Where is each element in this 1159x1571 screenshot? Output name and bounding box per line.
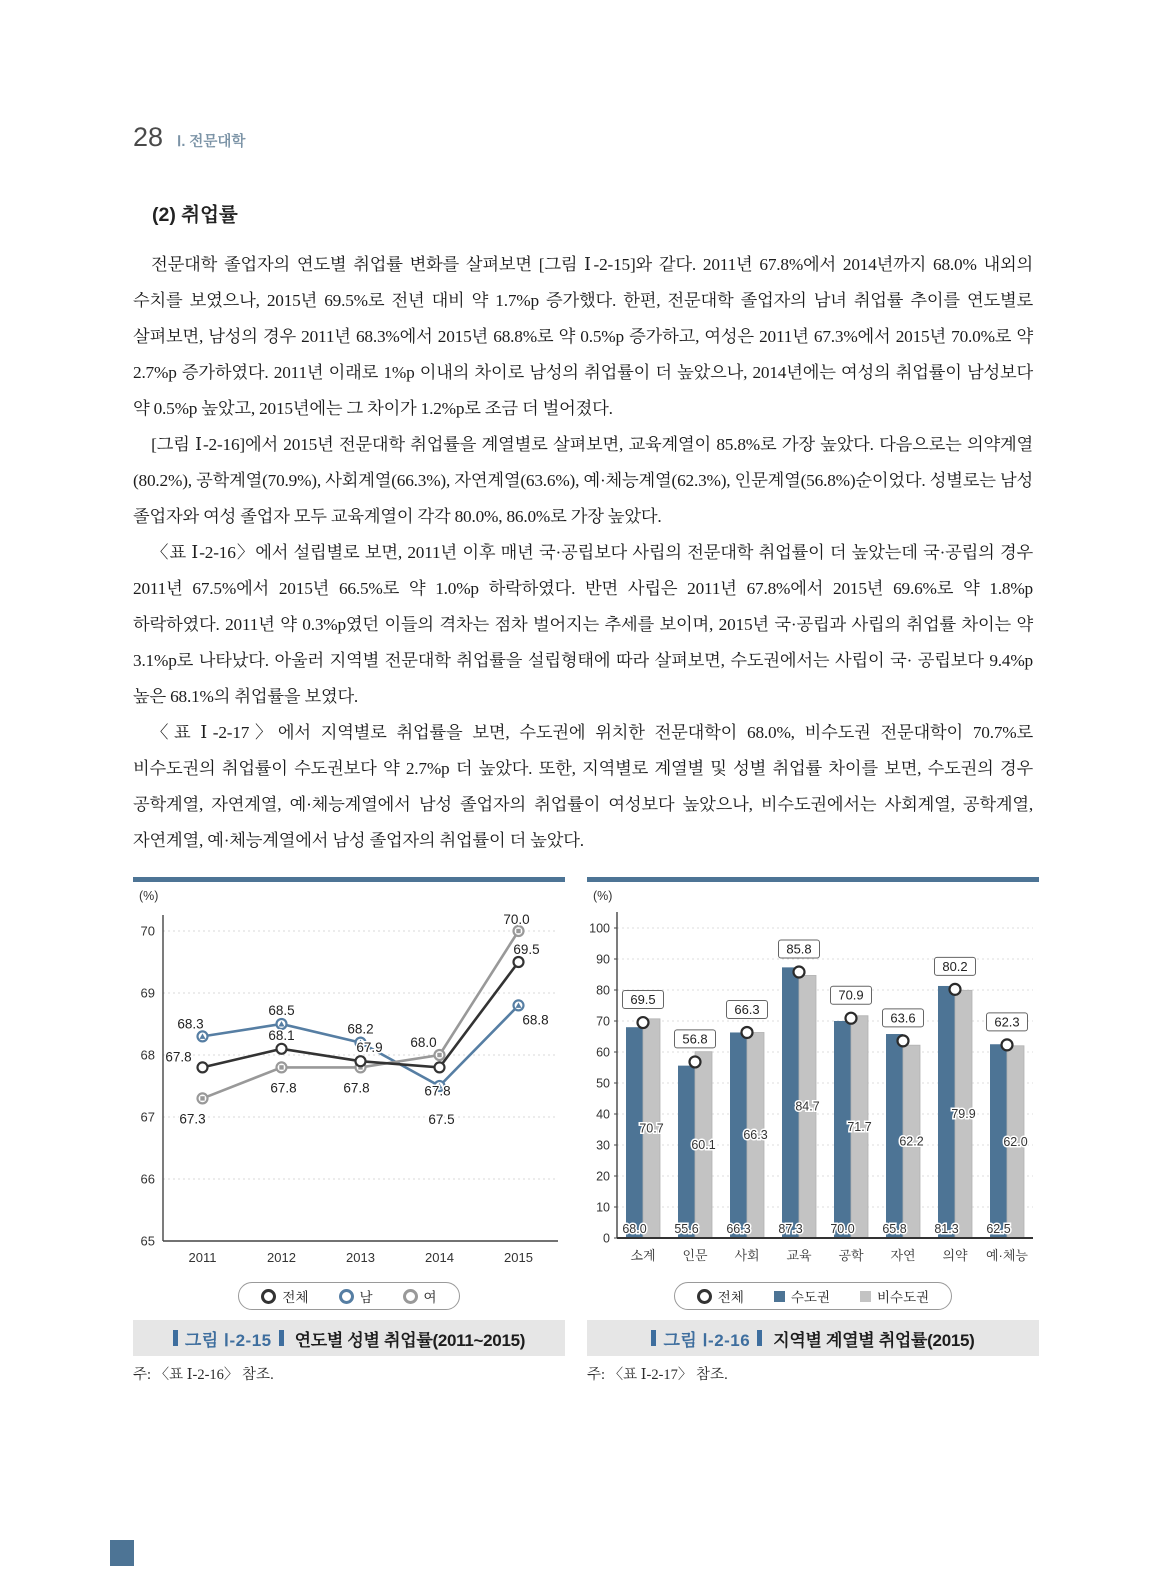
svg-text:87.3: 87.3: [778, 1222, 803, 1236]
svg-text:사회: 사회: [734, 1248, 760, 1263]
svg-text:68.2: 68.2: [347, 1021, 374, 1037]
svg-text:62.3: 62.3: [994, 1014, 1020, 1030]
section-title: (2) 취업률: [152, 204, 238, 226]
caption-bar-icon: [757, 1330, 762, 1346]
svg-text:20: 20: [596, 1169, 610, 1184]
svg-text:71.7: 71.7: [847, 1119, 872, 1134]
caption-title: 연도별 성별 취업률(2011~2015): [294, 1330, 526, 1350]
svg-text:70.0: 70.0: [503, 912, 530, 927]
legend-label: 남: [359, 1290, 373, 1305]
svg-text:70.9: 70.9: [838, 987, 864, 1003]
svg-text:68.3: 68.3: [177, 1016, 204, 1032]
legend-item: [860, 1286, 929, 1306]
svg-text:자연: 자연: [890, 1248, 916, 1263]
svg-text:63.6: 63.6: [890, 1010, 916, 1026]
svg-text:공학: 공학: [838, 1248, 864, 1263]
svg-text:60.1: 60.1: [691, 1137, 716, 1152]
caption-bar-icon: [173, 1330, 178, 1346]
svg-text:69: 69: [140, 985, 155, 1001]
legend-item: [697, 1286, 744, 1306]
legend-circle-icon: [261, 1289, 276, 1304]
svg-text:79.9: 79.9: [951, 1107, 976, 1122]
svg-text:67.8: 67.8: [165, 1049, 192, 1065]
svg-text:90: 90: [596, 952, 610, 967]
svg-text:68.5: 68.5: [268, 1003, 295, 1018]
legend-square-icon: [774, 1291, 785, 1302]
svg-text:68.8: 68.8: [522, 1012, 549, 1028]
svg-text:67.5: 67.5: [428, 1112, 455, 1127]
figure-note: 주: 〈표 Ⅰ-2-17〉 참조.: [587, 1367, 728, 1383]
svg-text:2011: 2011: [188, 1250, 217, 1265]
footer-decoration: [110, 1540, 134, 1566]
line-chart-svg: [133, 882, 565, 1280]
figure-caption: [133, 1320, 565, 1356]
svg-text:80: 80: [596, 983, 610, 998]
figure-bar-chart: [587, 877, 1039, 1384]
svg-text:67.3: 67.3: [179, 1111, 206, 1127]
svg-text:30: 30: [596, 1138, 610, 1153]
paragraph: 〈표 Ⅰ-2-16〉에서 설립별로 보면, 2011년 이후 매년 국·공립보다 사립의 전문대학 취업률이 더 높았는데 국·공립의 경우 2011년 67.5%에서 2015년 66.5%로 약 1.0%p 하락하였다. 반면 사립은 2011년 67.8%에서 2015년 69.6%로 약 1.8%p 하락하였다. 2011년 약 0.3%p였던 이들의 격차는 점차 벌어지는 추세를 보이며, 2015년 국·공립과 사립의 취업률 차이는 약 3.1%p로 나타났다. 아울러 지역별 전문대학 취업률을 설립형태에 따라 살펴보면, 수도권에서는 사립이 국· 공립보다 9.4%p 높은 68.1%의 취업률을 보였다.: [133, 543, 1033, 706]
legend-square-icon: [860, 1291, 871, 1302]
svg-text:100: 100: [589, 921, 610, 936]
svg-text:66.3: 66.3: [743, 1128, 768, 1143]
caption-bar-icon: [651, 1330, 656, 1346]
legend-circle-icon: [697, 1289, 712, 1304]
svg-text:66.3: 66.3: [734, 1001, 760, 1017]
legend-item: [261, 1286, 308, 1306]
legend-item: [339, 1286, 373, 1306]
svg-text:56.8: 56.8: [682, 1031, 708, 1047]
svg-text:소계: 소계: [630, 1248, 656, 1263]
svg-text:67.8: 67.8: [343, 1080, 370, 1096]
bar-chart-svg: [587, 882, 1039, 1280]
caption-label: 그림 Ⅰ-2-15: [184, 1330, 272, 1350]
svg-text:84.7: 84.7: [795, 1099, 820, 1114]
svg-text:68.0: 68.0: [622, 1222, 647, 1236]
svg-text:67: 67: [140, 1109, 155, 1125]
svg-text:62.2: 62.2: [899, 1134, 924, 1149]
bar-chart-legend: [587, 1282, 1039, 1310]
svg-text:65.8: 65.8: [882, 1222, 907, 1236]
svg-text:68.1: 68.1: [268, 1027, 295, 1043]
legend-circle-icon: [339, 1289, 354, 1304]
svg-text:80.2: 80.2: [942, 958, 968, 974]
svg-text:예·체능: 예·체능: [985, 1248, 1029, 1263]
svg-text:69.5: 69.5: [513, 942, 540, 957]
paragraph: 〈표 Ⅰ-2-17〉에서 지역별로 취업률을 보면, 수도권에 위치한 전문대학이 68.0%, 비수도권 전문대학이 70.7%로 비수도권의 취업률이 수도권보다 약 2.7%p 더 높았다. 또한, 지역별로 계열별 및 성별 취업률 차이를 보면, 수도권의 경우 공학계열, 자연계열, 예·체능계열에서 남성 졸업자의 취업률이 여성보다 높았으나, 비수도권에서는 사회계열, 공학계열, 자연계열, 예·체능계열에서 남성 졸업자의 취업률이 더 높았다.: [133, 723, 1033, 850]
page-header: [133, 122, 1159, 153]
svg-text:의약: 의약: [942, 1248, 968, 1263]
svg-text:81.3: 81.3: [934, 1222, 959, 1236]
svg-text:교육: 교육: [786, 1248, 812, 1263]
caption-bar-icon: [279, 1330, 284, 1346]
svg-text:2012: 2012: [267, 1250, 296, 1265]
svg-text:62.5: 62.5: [986, 1222, 1011, 1236]
legend-label: 여: [423, 1290, 437, 1305]
figure-note: 주: 〈표 Ⅰ-2-16〉 참조.: [133, 1367, 274, 1383]
svg-text:2013: 2013: [346, 1250, 375, 1265]
chapter-label: Ⅰ. 전문대학: [177, 134, 246, 150]
svg-text:40: 40: [596, 1107, 610, 1122]
figure-caption: [587, 1320, 1039, 1356]
svg-text:70.7: 70.7: [639, 1121, 664, 1136]
legend-label: 전체: [717, 1290, 744, 1305]
svg-text:85.8: 85.8: [786, 941, 812, 957]
svg-text:70.0: 70.0: [830, 1222, 855, 1236]
figure-line-chart: [133, 877, 565, 1384]
svg-text:66.3: 66.3: [726, 1222, 751, 1236]
svg-text:68.0: 68.0: [410, 1035, 437, 1050]
legend-label: 비수도권: [877, 1290, 930, 1305]
svg-text:70: 70: [596, 1014, 610, 1029]
legend-item: [774, 1286, 830, 1306]
svg-text:60: 60: [596, 1045, 610, 1060]
paragraph: 전문대학 졸업자의 연도별 취업률 변화를 살펴보면 [그림 Ⅰ-2-15]와 같다. 2011년 67.8%에서 2014년까지 68.0% 내외의 수치를 보였으나, 2015년 69.5%로 전년 대비 약 1.7%p 증가했다. 한편, 전문대학 졸업자의 남녀 취업률 추이를 연도별로 살펴보면, 남성의 경우 2011년 68.3%에서 2015년 68.8%로 약 0.5%p 증가하고, 여성은 2011년 67.3%에서 2015년 70.0%로 약 2.7%p 증가하였다. 2011년 이래로 1%p 이내의 차이로 남성의 취업률이 더 높았으나, 2014년에는 여성의 취업률이 남성보다 약 0.5%p 높았고, 2015년에는 그 차이가 1.2%p로 조금 더 벌어졌다.: [133, 255, 1034, 418]
svg-text:50: 50: [596, 1076, 610, 1091]
svg-text:68: 68: [140, 1047, 155, 1063]
legend-pill: [674, 1282, 952, 1310]
svg-text:2015: 2015: [504, 1250, 533, 1265]
line-chart-legend: [133, 1282, 565, 1310]
caption-label: 그림 Ⅰ-2-16: [663, 1330, 751, 1350]
svg-text:67.9: 67.9: [356, 1040, 383, 1056]
svg-text:2014: 2014: [425, 1250, 454, 1265]
figures-row: [133, 877, 1159, 1384]
page-number: 28: [133, 122, 164, 152]
svg-text:10: 10: [596, 1200, 610, 1215]
svg-text:0: 0: [603, 1231, 610, 1246]
svg-text:69.5: 69.5: [630, 992, 656, 1008]
svg-text:65: 65: [140, 1233, 155, 1249]
caption-title: 지역별 계열별 취업률(2015): [773, 1330, 975, 1350]
svg-text:70: 70: [140, 923, 155, 939]
body-text: [133, 247, 1033, 859]
legend-pill: [238, 1282, 459, 1310]
svg-text:67.8: 67.8: [424, 1083, 451, 1099]
svg-text:66: 66: [140, 1171, 155, 1187]
legend-label: 전체: [282, 1290, 309, 1305]
svg-text:(%): (%): [139, 889, 159, 903]
svg-text:62.0: 62.0: [1003, 1134, 1028, 1149]
svg-text:55.6: 55.6: [674, 1222, 699, 1236]
legend-item: [403, 1286, 437, 1306]
svg-text:67.8: 67.8: [270, 1080, 297, 1096]
svg-text:인문: 인문: [682, 1248, 708, 1263]
legend-label: 수도권: [790, 1290, 831, 1305]
paragraph: [그림 Ⅰ-2-16]에서 2015년 전문대학 취업률을 계열별로 살펴보면, 교육계열이 85.8%로 가장 높았다. 다음으로는 의약계열(80.2%), 공학계열(70.9%), 사회계열(66.3%), 자연계열(63.6%), 예·체능계열(62.3%), 인문계열(56.8%)순이었다. 성별로는 남성 졸업자와 여성 졸업자 모두 교육계열이 각각 80.0%, 86.0%로 가장 높았다.: [133, 435, 1033, 526]
legend-circle-icon: [403, 1289, 418, 1304]
svg-text:(%): (%): [593, 889, 613, 903]
